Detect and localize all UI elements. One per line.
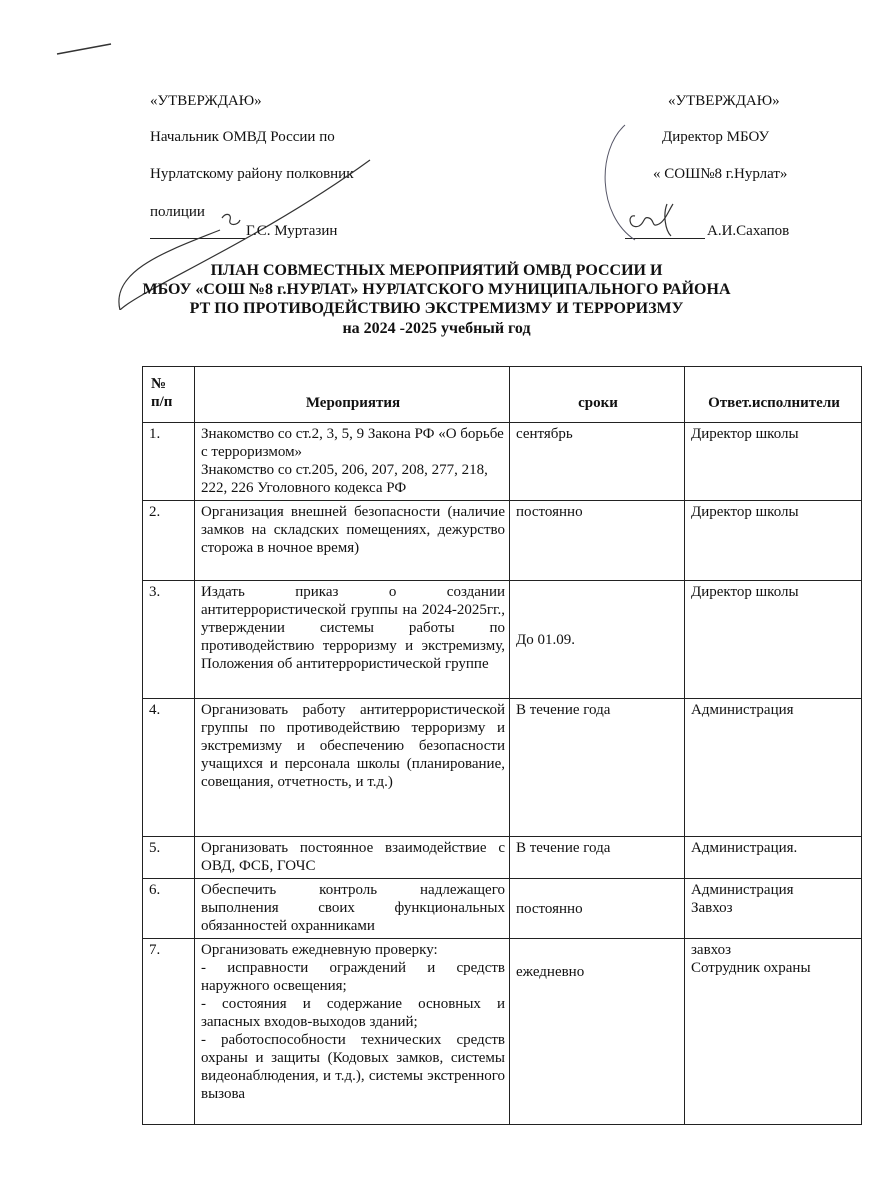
row-activity: Организовать постоянное взаимодействие с ОВД, ФСБ, ГОЧС	[195, 837, 510, 879]
row-responsible: Администрация Завхоз	[685, 879, 862, 939]
header-responsible: Ответ.исполнители	[685, 367, 862, 423]
row-term: ежедневно	[510, 939, 685, 1125]
approval-left-name: Г.С. Муртазин	[246, 223, 338, 239]
approval-left-position-3: полиции	[150, 204, 205, 220]
approval-left-approve: «УТВЕРЖДАЮ»	[150, 93, 262, 109]
row-term: постоянно	[510, 879, 685, 939]
row-number: 4.	[143, 699, 195, 837]
row-activity: Обеспечить контроль надлежащего выполнения своих функциональных обязанностей охранниками	[195, 879, 510, 939]
table-row	[143, 699, 862, 837]
row-number: 6.	[143, 879, 195, 939]
row-term: В течение года	[510, 837, 685, 879]
row-activity: Организация внешней безопасности (наличие замков на складских помещениях, дежурство сторожа в ночное время)	[195, 501, 510, 581]
row-number: 7.	[143, 939, 195, 1125]
approval-left-position-1: Начальник ОМВД России по	[150, 129, 335, 145]
table-row	[143, 501, 862, 581]
pen-stroke-mark	[55, 40, 115, 60]
approval-right-approve: «УТВЕРЖДАЮ»	[668, 93, 780, 109]
row-number: 3.	[143, 581, 195, 699]
approval-right-position-2: « СОШ№8 г.Нурлат»	[653, 166, 788, 182]
header-term: сроки	[510, 367, 685, 423]
table-header-row	[143, 367, 862, 423]
row-activity: Организовать ежедневную проверку: - исправности ограждений и средств наружного освещения; - состояния и содержание основных и запасных входов-выходов зданий; - работоспособности технических средств охраны и защиты (Кодовых замков, системы видеонаблюдения, и т.д.), системы экстренного вызова	[195, 939, 510, 1125]
row-number: 5.	[143, 837, 195, 879]
plan-title-line-3: РТ ПО ПРОТИВОДЕЙСТВИЮ ЭКСТРЕМИЗМУ И ТЕРРОРИЗМУ	[189, 300, 684, 317]
row-number: 1.	[143, 423, 195, 501]
row-activity: Знакомство со ст.2, 3, 5, 9 Закона РФ «О борьбе с терроризмом» Знакомство со ст.205, 206, 207, 208, 277, 218, 222, 226 Уголовного кодекса РФ	[195, 423, 510, 501]
table-row	[143, 939, 862, 1125]
signature-right	[595, 120, 705, 250]
table-row	[143, 423, 862, 501]
row-term: В течение года	[510, 699, 685, 837]
table-row	[143, 581, 862, 699]
approval-right-name: А.И.Сахапов	[707, 223, 790, 239]
header-activity: Мероприятия	[195, 367, 510, 423]
plan-title-line-4: на 2024 -2025 учебный год	[342, 320, 531, 337]
header-number: № п/п	[143, 367, 195, 423]
measures-table	[142, 366, 862, 1125]
table-row	[143, 837, 862, 879]
row-term: До 01.09.	[510, 581, 685, 699]
row-term: постоянно	[510, 501, 685, 581]
row-term: сентябрь	[510, 423, 685, 501]
row-responsible: завхоз Сотрудник охраны	[685, 939, 862, 1125]
row-responsible: Директор школы	[685, 423, 862, 501]
row-activity: Издать приказ о создании антитеррористической группы на 2024-2025гг., утверждении системы работы по противодействию терроризму и экстремизму, Положения об антитеррористической группе	[195, 581, 510, 699]
row-responsible: Администрация.	[685, 837, 862, 879]
row-responsible: Директор школы	[685, 501, 862, 581]
plan-title-line-1: ПЛАН СОВМЕСТНЫХ МЕРОПРИЯТИЙ ОМВД РОССИИ И	[210, 262, 663, 279]
plan-title-line-2: МБОУ «СОШ №8 г.НУРЛАТ» НУРЛАТСКОГО МУНИЦИПАЛЬНОГО РАЙОНА	[142, 281, 731, 298]
approval-left-position-2: Нурлатскому району полковник	[150, 166, 354, 182]
approval-right-position-1: Директор МБОУ	[662, 129, 770, 145]
row-responsible: Директор школы	[685, 581, 862, 699]
row-number: 2.	[143, 501, 195, 581]
row-activity: Организовать работу антитеррористической группы по противодействию терроризму и экстремизму и обеспечению безопасности учащихся и персонала школы (планирование, совещания, отчетность, и т.д.)	[195, 699, 510, 837]
row-responsible: Администрация	[685, 699, 862, 837]
table-row	[143, 879, 862, 939]
